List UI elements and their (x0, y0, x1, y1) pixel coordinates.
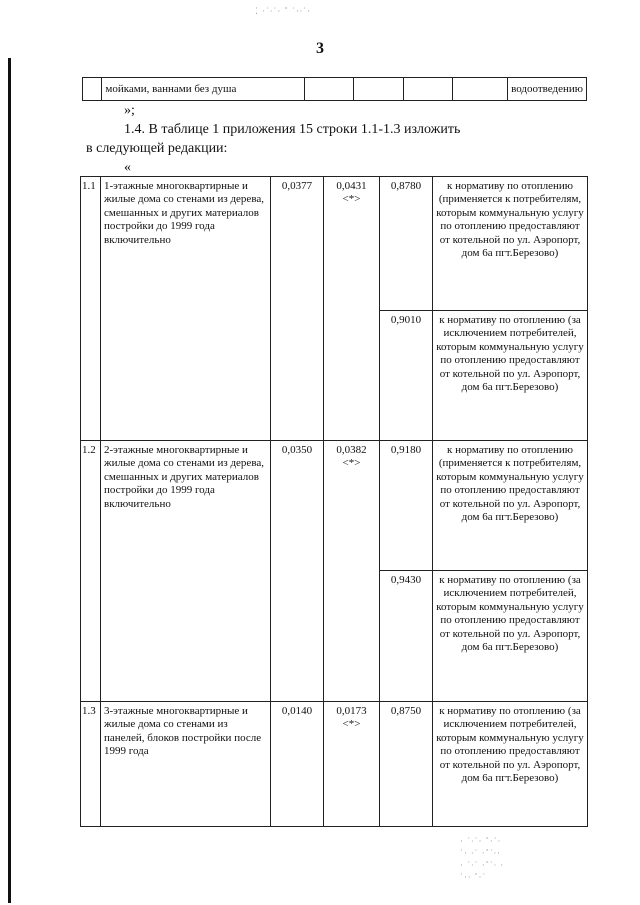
value-2-mark: <*> (342, 457, 361, 470)
row-note: к нормативу по отоплению (за исключением потребителей, которым коммунальную услугу по отоплению предоставляют от котельной по ул. Аэропорт, дом 6а пгт.Березово) (433, 702, 588, 827)
closing-quote: »; (124, 103, 135, 118)
paragraph-line-2: в следующей редакции: (86, 141, 228, 156)
row-description: 1-этажные многоквартирные и жилые дома со стенами из дерева, смешанных и других материалов постройки до 1999 года включительно (101, 177, 271, 441)
value-3: 0,8780 (380, 177, 433, 311)
value-2: 0,0173 (336, 705, 367, 717)
opening-quote: « (124, 160, 131, 175)
row-note: к нормативу по отоплению (за исключением потребителей, которым коммунальную услугу по отоплению предоставляют от котельной по ул. Аэропорт, дом 6а пгт.Березово) (433, 571, 588, 702)
table-row (81, 177, 588, 311)
value-3: 0,9010 (380, 311, 433, 441)
value-2-cell (324, 441, 380, 702)
row-note: к нормативу по отоплению (применяется к потребителям, которым коммунальную услугу по отоплению предоставляют от котельной по ул. Аэропорт, дом 6а пгт.Березово) (433, 441, 588, 571)
value-3: 0,9180 (380, 441, 433, 571)
row-description: 3-этажные многоквартирные и жилые дома со стенами из панелей, блоков постройки после 1999 года (101, 702, 271, 827)
value-2-cell (324, 177, 380, 441)
row-description: 2-этажные многоквартирные и жилые дома со стенами из дерева, смешанных и других материалов постройки до 1999 года включительно (101, 441, 271, 702)
value-1: 0,0140 (271, 702, 324, 827)
scan-artifact-top: ⁚ ·˙∙˙· ˚ ˙·∙˙· (255, 6, 312, 16)
value-3: 0,9430 (380, 571, 433, 702)
tariff-table (80, 176, 588, 827)
paragraph-line-1: 1.4. В таблице 1 приложения 15 строки 1.1-1.3 изложить (124, 122, 461, 137)
value-1: 0,0350 (271, 441, 324, 702)
row-number: 1.3 (81, 702, 101, 827)
page-number: 3 (316, 40, 324, 57)
value-2-mark: <*> (342, 718, 361, 731)
row-note: водоотведению (508, 78, 587, 101)
scan-artifact-bottom: · ˙∙˙· ˚·˙∙ ˙· ∙˙ ·˚˙∙· · ˙∙˙ ·˚˙∙ · ˙·∙ ˚·˙ (460, 836, 505, 882)
row-description: мойками, ваннами без душа (102, 78, 304, 101)
value-3: 0,8750 (380, 702, 433, 827)
value-2: 0,0431 (336, 180, 367, 192)
row-number: 1.2 (81, 441, 101, 702)
binding-edge-line (8, 58, 11, 903)
value-2-mark: <*> (342, 193, 361, 206)
table-row (83, 78, 587, 101)
row-note: к нормативу по отоплению (за исключением потребителей, которым коммунальную услугу по отоплению предоставляют от котельной по ул. Аэропорт, дом 6а пгт.Березово) (433, 311, 588, 441)
table-row (81, 441, 588, 571)
table-row (81, 702, 588, 827)
previous-table-fragment (82, 77, 587, 101)
row-number: 1.1 (81, 177, 101, 441)
value-2-cell (324, 702, 380, 827)
row-note: к нормативу по отоплению (применяется к потребителям, которым коммунальную услугу по отоплению предоставляют от котельной по ул. Аэропорт, дом 6а пгт.Березово) (433, 177, 588, 311)
value-1: 0,0377 (271, 177, 324, 441)
value-2: 0,0382 (336, 444, 367, 456)
